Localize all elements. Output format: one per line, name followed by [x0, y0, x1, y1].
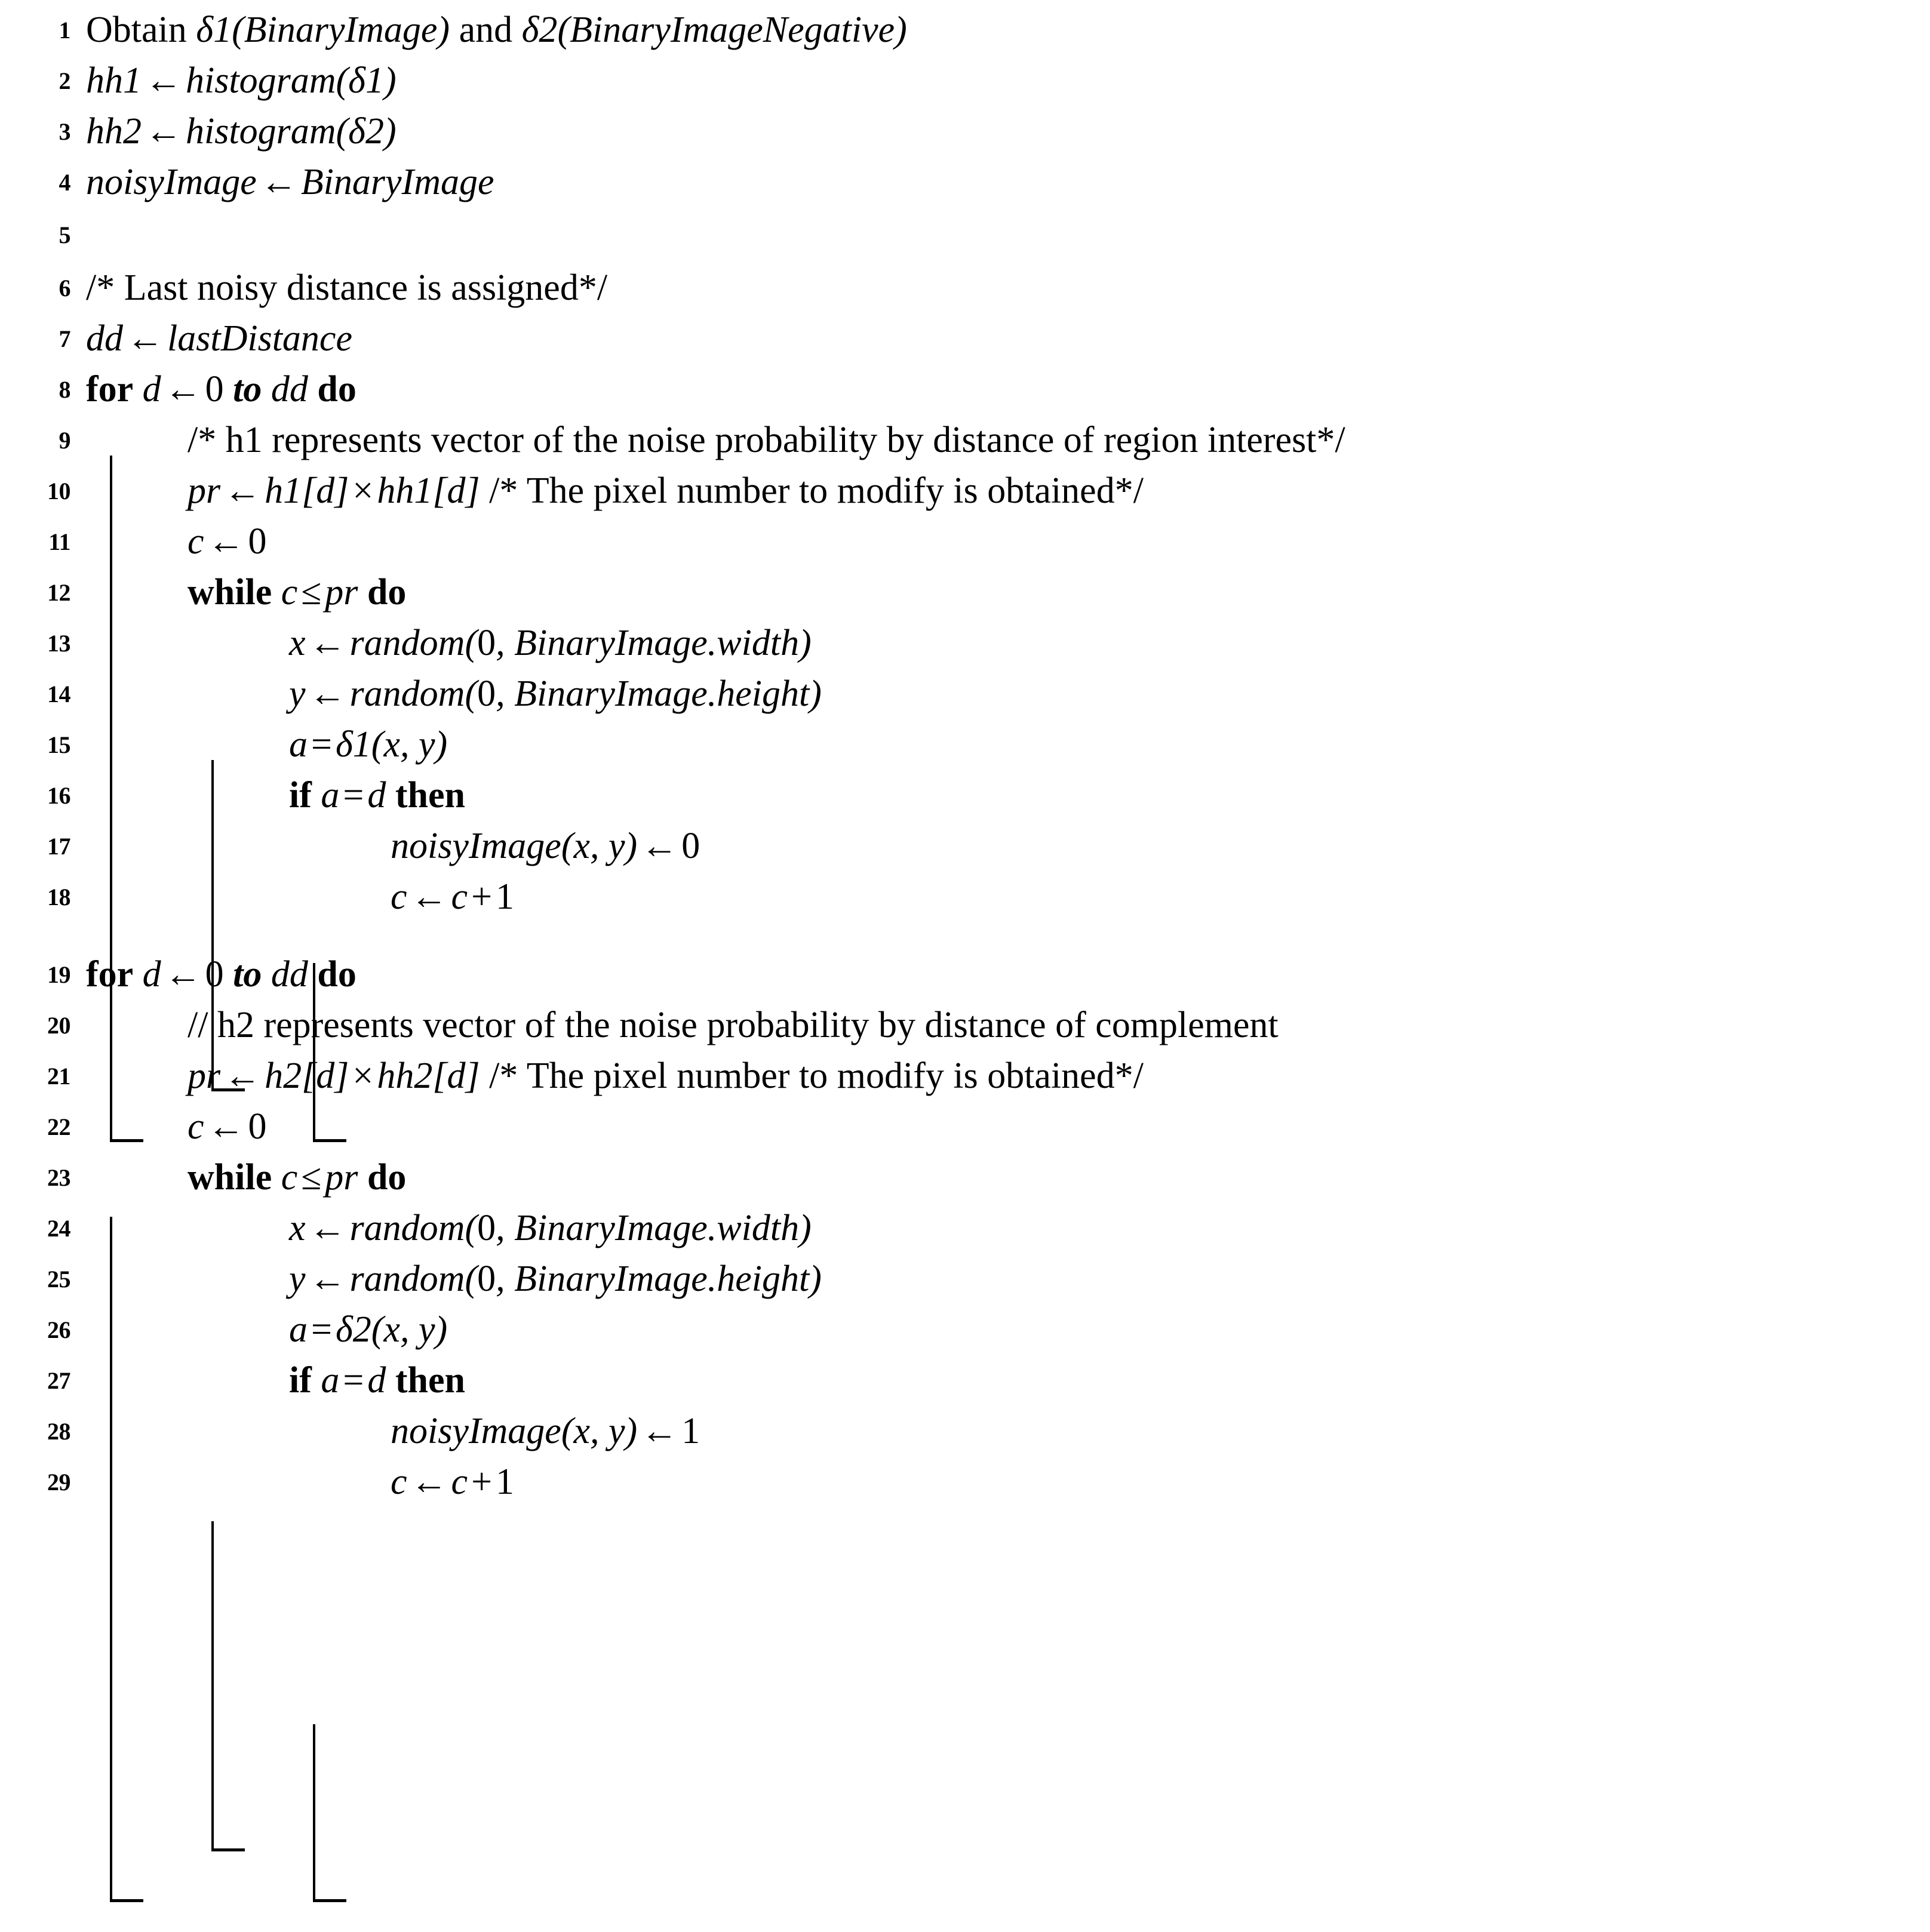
line-number: 20 — [47, 1012, 70, 1039]
line-number: 6 — [59, 275, 70, 302]
line-code: for d←0 to dd do — [86, 369, 357, 410]
code-line — [0, 466, 1930, 516]
line-number: 17 — [47, 833, 70, 860]
line-code: noisyImage(x, y)←1 — [391, 1411, 700, 1451]
line-code: c←c+1 — [391, 1462, 515, 1502]
code-line — [0, 1406, 1930, 1457]
code-line — [0, 949, 1930, 1000]
code-line — [0, 1457, 1930, 1508]
line-code: while c≤pr do — [188, 572, 407, 613]
code-line — [0, 1051, 1930, 1102]
line-code: if a=d then — [289, 1360, 465, 1401]
code-line — [0, 1152, 1930, 1203]
line-code: y←random(0, BinaryImage.height) — [289, 1259, 822, 1299]
line-number: 8 — [59, 376, 70, 403]
code-line — [0, 157, 1930, 208]
line-number: 18 — [47, 884, 70, 910]
line-code: a=δ2(x, y) — [289, 1309, 448, 1350]
line-number: 26 — [47, 1316, 70, 1343]
line-number: 23 — [47, 1164, 70, 1191]
line-code: hh1←histogram(δ1) — [86, 60, 397, 101]
line-number: 14 — [47, 681, 70, 707]
code-line — [0, 1254, 1930, 1305]
code-line — [0, 669, 1930, 719]
line-code: dd←lastDistance — [86, 318, 352, 359]
line-number: 21 — [47, 1063, 70, 1090]
code-line — [0, 263, 1930, 313]
block-gap — [0, 922, 1930, 949]
inline-comment: /* The pixel number to modify is obtained*/ — [489, 470, 1144, 511]
line-number: 19 — [47, 961, 70, 988]
line-code: pr←h2[d]×hh2[d] /* The pixel number to modify is obtained*/ — [188, 1056, 1144, 1096]
line-code: c←0 — [188, 1106, 267, 1147]
line-code: c←c+1 — [391, 876, 515, 917]
code-line — [0, 313, 1930, 364]
code-line — [0, 618, 1930, 669]
line-code: pr←h1[d]×hh1[d] /* The pixel number to modify is obtained*/ — [188, 470, 1144, 511]
line-number: 28 — [47, 1418, 70, 1445]
line-code: // h2 represents vector of the noise probability by distance of complement — [188, 1005, 1279, 1045]
line-code: Obtain δ1(BinaryImage) and δ2(BinaryImageNegative) — [86, 10, 907, 50]
code-line — [0, 415, 1930, 466]
line-number: 10 — [47, 478, 70, 504]
block-rule-while2-foot — [211, 1848, 245, 1851]
line-number: 16 — [47, 782, 70, 809]
line-code: /* Last noisy distance is assigned*/ — [86, 267, 608, 308]
line-number: 29 — [47, 1469, 70, 1496]
line-code: hh2←histogram(δ2) — [86, 111, 397, 152]
line-number: 15 — [47, 731, 70, 758]
line-code: /* h1 represents vector of the noise probability by distance of region interest*/ — [188, 420, 1345, 460]
pseudocode-listing — [0, 5, 1930, 1932]
code-line — [0, 872, 1930, 922]
code-line — [0, 1305, 1930, 1355]
code-line — [0, 1102, 1930, 1152]
line-number: 5 — [59, 221, 70, 248]
code-line — [0, 516, 1930, 567]
line-code: while c≤pr do — [188, 1157, 407, 1198]
line-number: 12 — [47, 579, 70, 606]
line-number: 25 — [47, 1266, 70, 1293]
code-line — [0, 1203, 1930, 1254]
code-line — [0, 770, 1930, 821]
line-code: y←random(0, BinaryImage.height) — [289, 673, 822, 714]
line-code: for d←0 to dd do — [86, 954, 357, 995]
line-number: 3 — [59, 118, 70, 145]
line-number: 11 — [48, 528, 70, 555]
code-line — [0, 1000, 1930, 1051]
line-number: 24 — [47, 1215, 70, 1242]
code-line — [0, 56, 1930, 106]
code-line — [0, 719, 1930, 770]
line-number: 27 — [47, 1367, 70, 1394]
code-line — [0, 106, 1930, 157]
line-code: x←random(0, BinaryImage.width) — [289, 1208, 812, 1248]
code-line — [0, 821, 1930, 872]
code-line — [0, 567, 1930, 618]
line-code: a=δ1(x, y) — [289, 724, 448, 765]
block-rule-if2-foot — [313, 1899, 346, 1902]
line-number: 4 — [59, 169, 70, 196]
line-number: 1 — [59, 17, 70, 44]
line-number: 7 — [59, 325, 70, 352]
inline-comment: /* The pixel number to modify is obtained*/ — [489, 1056, 1144, 1096]
block-rule-while2 — [211, 1521, 214, 1851]
code-line-empty — [0, 208, 1930, 263]
line-number: 13 — [47, 630, 70, 657]
code-line — [0, 1355, 1930, 1406]
code-line — [0, 364, 1930, 415]
line-code: noisyImage(x, y)←0 — [391, 826, 700, 866]
line-number: 9 — [59, 427, 70, 454]
line-code: noisyImage←BinaryImage — [86, 162, 494, 202]
line-code: c←0 — [188, 521, 267, 562]
line-code: x←random(0, BinaryImage.width) — [289, 623, 812, 663]
block-rule-for2-foot — [110, 1899, 143, 1902]
line-code: if a=d then — [289, 775, 465, 816]
code-line — [0, 5, 1930, 56]
line-number: 2 — [59, 67, 70, 94]
block-rule-if2 — [313, 1724, 315, 1902]
line-number: 22 — [47, 1113, 70, 1140]
